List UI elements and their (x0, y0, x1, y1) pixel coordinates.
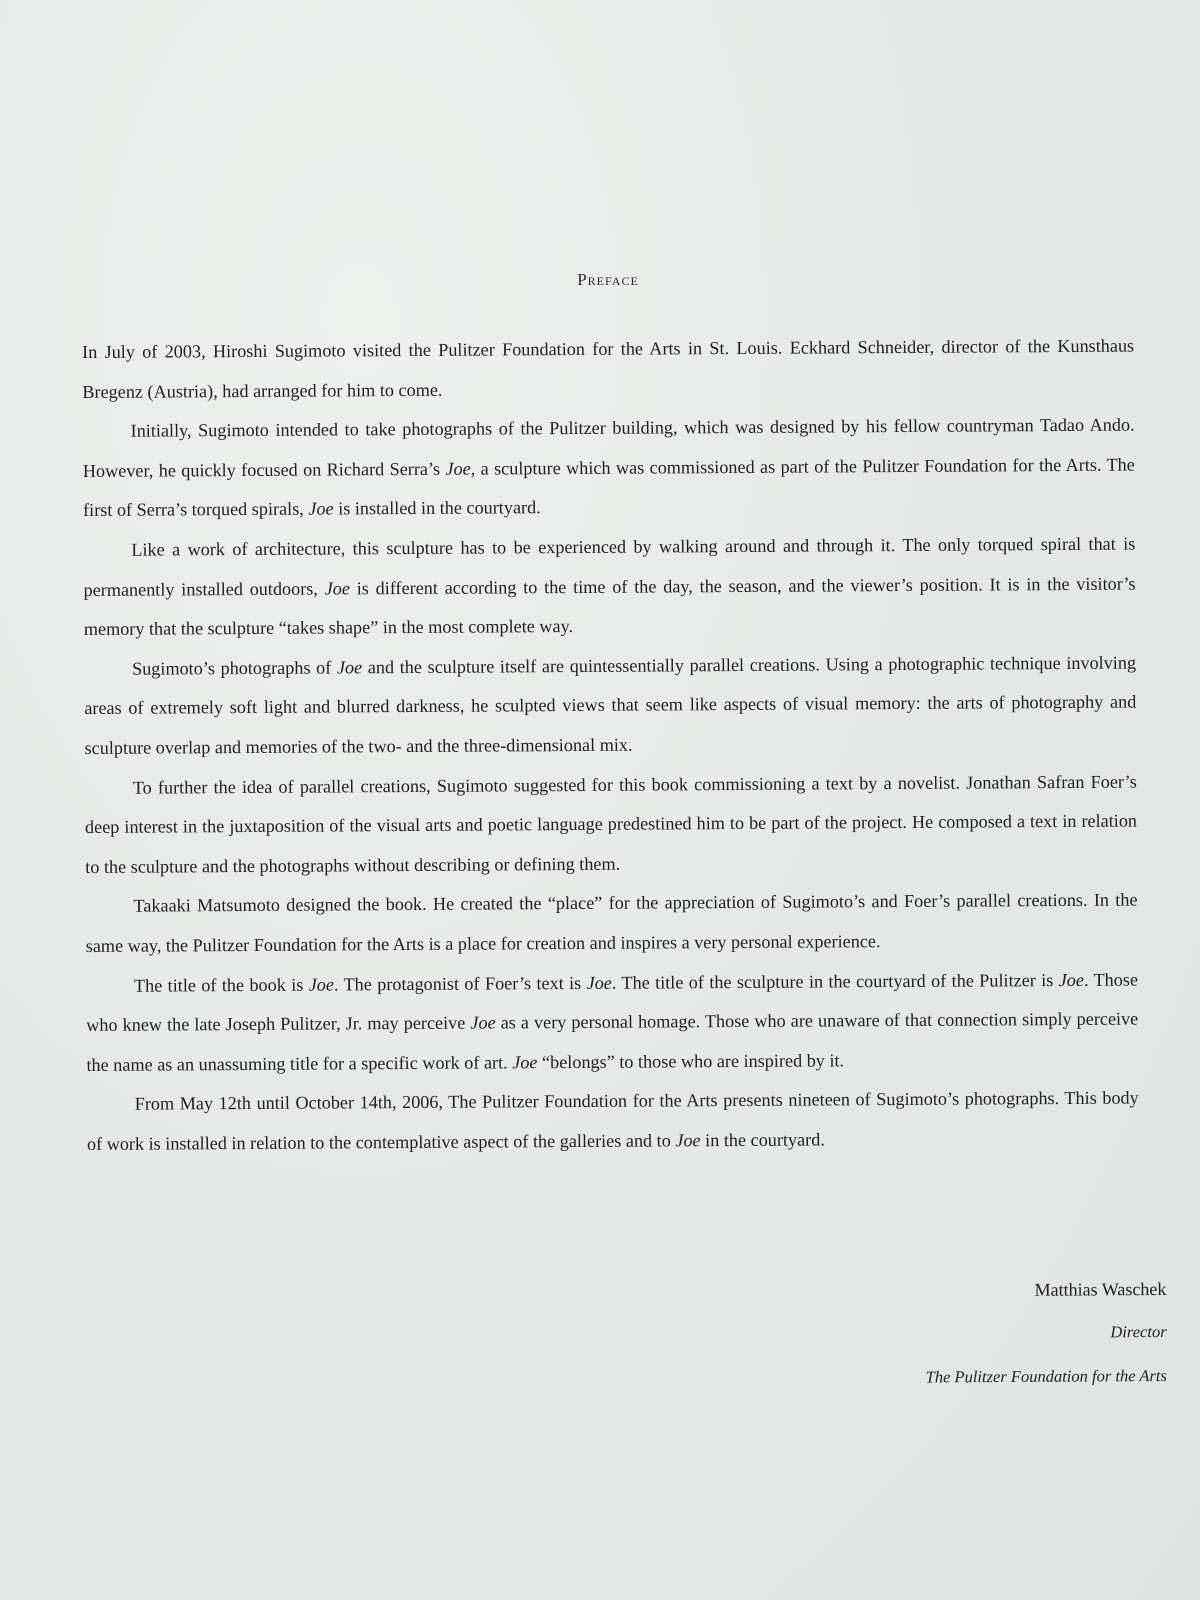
signature-organization: The Pulitzer Foundation for the Arts (925, 1365, 1167, 1387)
italic-title-text: Joe (512, 1051, 538, 1073)
signature-block (925, 1277, 1167, 1388)
paragraph-text: Sugimoto’s photographs of (131, 657, 337, 679)
paragraph (84, 643, 1137, 768)
paragraph-text: in the courtyard. (700, 1129, 825, 1151)
signature-title: Director (1110, 1321, 1167, 1342)
italic-title-text: Joe (675, 1130, 701, 1151)
paragraph-text: In July of 2003, Hiroshi Sugimoto visited the Pulitzer Foundation for the Arts in St. Louis. Eckhard Schneider, director of the Kunsthaus Bregenz (Austria), had arranged for him to come. (82, 335, 1135, 402)
italic-title-text: Joe (470, 1012, 496, 1033)
paragraph (83, 525, 1136, 650)
italic-title-text: Joe (1058, 969, 1084, 990)
italic-title-text: Joe (308, 498, 334, 519)
paragraph-text: To further the idea of parallel creations, Sugimoto suggested for this book commissioning a text by a novelist. Jonathan Safran Foer’s deep interest in the juxtaposition of the visual arts and poetic language predestined him to be part of the project. He composed a text in relation to the sculpture and the photographs without describing or defining them. (84, 771, 1138, 877)
paragraph-text: . The protagonist of Foer’s text is (333, 972, 587, 994)
paragraph-text: , a sculpture which was commissioned as part of the Pulitzer Foundation for the Arts. The first of Serra’s torqued spirals, (83, 454, 1135, 521)
paragraph-text: “belongs” to those who are inspired by it. (537, 1050, 845, 1072)
signature-name: Matthias Waschek (1034, 1279, 1167, 1300)
paragraph (82, 327, 1134, 413)
paragraph (82, 406, 1135, 531)
paragraph-text: and the sculpture itself are quintessentially parallel creations. Using a photographic technique involving areas of extremely soft light and blurred darkness, he sculpted views that seem like aspects of visual memory: the arts of photography and sculpture overlap and memories of the two- and the three-dimensional mix. (84, 652, 1137, 758)
paragraph-text: From May 12th until October 14th, 2006, The Pulitzer Foundation for the Arts presents nineteen of Sugimoto’s photographs. This body of work is installed in relation to the contemplative aspect of the galleries and to (86, 1087, 1139, 1154)
paragraph-text: Like a work of architecture, this sculpture has to be experienced by walking around and through it. The only torqued spiral that is permanently installed outdoors, (83, 533, 1136, 600)
paragraph-text: . The title of the sculpture in the courtyard of the Pulitzer is (611, 969, 1059, 993)
page-title: Preface (577, 270, 639, 289)
paragraph-text: The title of the book is (133, 974, 309, 996)
paragraph-text: Initially, Sugimoto intended to take photographs of the Pulitzer building, which was designed by his fellow countryman Tadao Ando. However, he quickly focused on Richard Serra’s (82, 414, 1135, 481)
italic-title-text: Joe (445, 458, 471, 479)
paragraph-text: is installed in the courtyard. (333, 497, 541, 519)
paragraph (85, 881, 1137, 967)
paragraph-text: Takaaki Matsumoto designed the book. He created the “place” for the appreciation of Sugimoto’s and Foer’s parallel creations. In the same way, the Pulitzer Foundation for the Arts is a place for creation and inspires a very personal experience. (85, 889, 1138, 956)
preface-body (82, 327, 1139, 1165)
paragraph (87, 1079, 1139, 1165)
italic-title-text: Joe (324, 577, 350, 599)
italic-title-text: Joe (308, 973, 334, 995)
italic-title-text: Joe (586, 972, 612, 993)
paragraph-text: is different according to the time of the day, the season, and the viewer’s position. It is in the visitor’s memory that the sculpture “takes shape” in the most complete way. (83, 573, 1136, 640)
paragraph (86, 960, 1139, 1085)
paragraph (85, 762, 1138, 887)
italic-title-text: Joe (336, 657, 363, 678)
paragraph-text: as a very personal homage. Those who are unaware of that connection simply perceive the name as an unassuming title for a specific work of art. (86, 1008, 1139, 1075)
paragraph-text: . Those who knew the late Joseph Pulitzer, Jr. may perceive (86, 969, 1139, 1036)
